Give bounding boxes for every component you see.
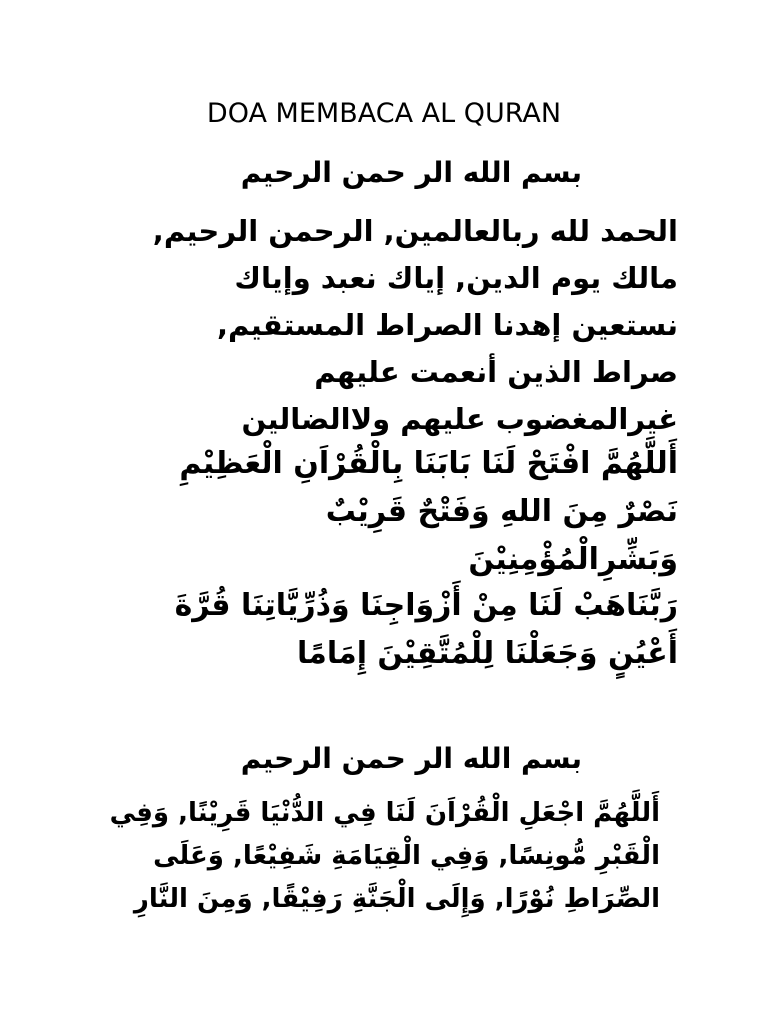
doa-2-line-2: أَعْيُنٍ وَجَعَلْنَا لِلْمُتَّقِيْنَ إِمَامًا (297, 636, 678, 671)
fatiha-line-1: الحمد لله ربالعالمين, الرحمن الرحيم, (152, 214, 678, 248)
basmala-heading-1: بسم الله الر حمن الرحيم (240, 156, 582, 189)
doa-1-line-1: أَللَّهُمَّ افْتَحْ لَنَا بَابَنَا بِالْقُرْاَنِ الْعَظِيْمِ (179, 446, 678, 481)
doa-3-line-1: أَللَّهُمَّ اجْعَلِ الْقُرْاَنَ لَنَا فِي الدُّنْيَا قَرِيْنًا, وَفِي (109, 798, 660, 828)
doa-paragraph-1 (179, 440, 678, 584)
doa-paragraph-3 (110, 792, 660, 921)
doa-1-line-3: وَبَشِّرِالْمُؤْمِنِيْنَ (468, 542, 678, 577)
basmala-heading-2: بسم الله الر حمن الرحيم (240, 742, 582, 775)
fatiha-line-3: نستعين إهدنا الصراط المستقيم, (217, 308, 678, 342)
doa-2-line-1: رَبَّنَاهَبْ لَنَا مِنْ أَزْوَاجِنَا وَذُرِّيَّاتِنَا قُرَّةَ (174, 588, 678, 623)
doa-paragraph-2 (175, 582, 678, 678)
al-fatiha-paragraph (153, 208, 678, 443)
page-title: DOA MEMBACA AL QURAN (206, 98, 562, 129)
doa-1-line-2: نَصْرٌ مِنَ اللهِ وَفَتْحٌ قَرِيْبٌ (325, 494, 678, 529)
fatiha-line-2: مالك يوم الدين, إياك نعبد وإياك (234, 261, 678, 295)
fatiha-line-5: غيرالمغضوب عليهم ولاالضالين (241, 402, 678, 436)
doa-3-line-2: الْقَبْرِ مُّونِسًا, وَفِي الْقِيَامَةِ شَفِيْعًا, وَعَلَى (153, 841, 660, 871)
fatiha-line-4: صراط الذين أنعمت عليهم (314, 355, 678, 389)
doa-3-line-3: الصِّرَاطِ نُوْرًا, وَإِلَى الْجَنَّةِ رَفِيْقًا, وَمِنَ النَّارِ (133, 884, 660, 914)
